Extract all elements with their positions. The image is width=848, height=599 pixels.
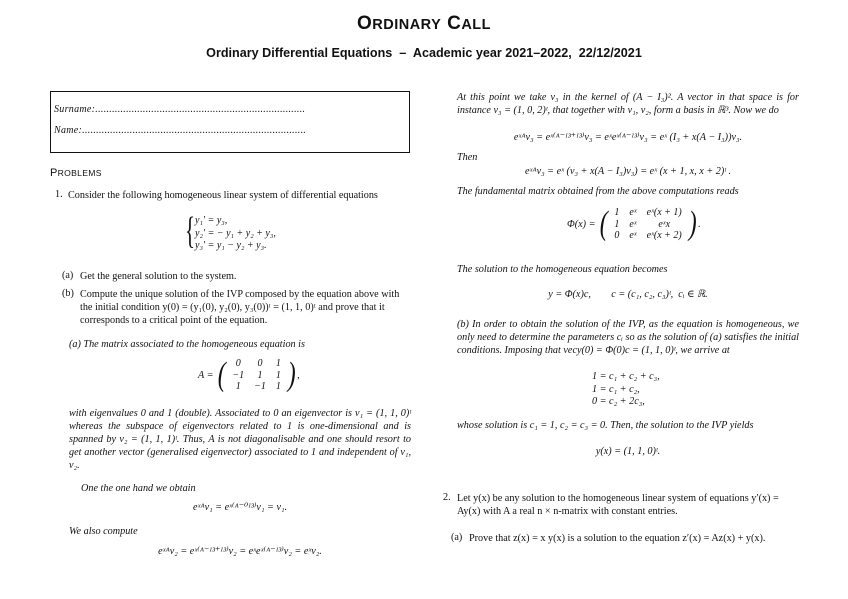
student-info-box bbox=[50, 91, 410, 153]
equation-v3b: eˣᴬv₃ = eˣ (v₃ + x(A − I₃)v₃) = eˣ (x + 1, x, x + 2)ᵗ . bbox=[524, 166, 732, 177]
matrix-A-cell: 1 bbox=[257, 369, 263, 381]
equation-v1: eˣᴬv₁ = eˣ⁽ᴬ⁻⁰ᴵ³⁾v₁ = v₁. bbox=[192, 502, 288, 513]
surname-field[interactable]: Surname:........................................................................... bbox=[54, 104, 306, 115]
page-subtitle: Ordinary Differential Equations – Academic year 2021–2022, 22/12/2021 bbox=[206, 46, 642, 60]
matrix-A-cell: −1 bbox=[232, 369, 245, 381]
matrix-phi-cell: 1 bbox=[614, 218, 620, 230]
section-heading: PROBLEMS bbox=[50, 167, 102, 179]
solution-b: (b) In order to obtain the solution of the IVP, as the equation is homogeneous, we only need to determine the parameters cᵢ so as the solution of (a) satisfies the initial conditions. Imposing that vecy(0) = Φ(0)c = (1, 1, 0)ᵗ, we arrive at bbox=[457, 319, 799, 356]
problem-1-part-b: (b) Compute the unique solution of the IVP composed by the equation above with the initial condition y(0) = (y₁(0), y₂(0), y₃(0))ᵗ = (1, 1, 0)ᵗ and prove that it corresponds to a critical point of the equation. bbox=[62, 288, 400, 326]
right-intro: At this point we take v₃ in the kernel of (A − I₃)². A vector in that space is for instance v₃ = (1, 0, 2)ᵗ, that together with v₁, v₂, form a basis in ℝ³. Now we do bbox=[457, 92, 799, 116]
problem-2-part-a: (a) Prove that z(x) = x y(x) is a solution to the equation z′(x) = Az(x) + y(x). bbox=[451, 532, 766, 544]
system-c: 1 = c₁ + c₂ + c₃, 1 = c₁ + c₂, 0 = c₂ + 2c₃, bbox=[592, 371, 660, 407]
solution-a-intro: (a) The matrix associated to the homogeneous equation is bbox=[69, 339, 305, 350]
matrix-A-cell: 0 bbox=[257, 358, 263, 369]
matrix-phi-cell: eˣx bbox=[658, 218, 671, 230]
matrix-phi-cell: 0 bbox=[614, 230, 620, 241]
one-hand-text: One the one hand we obtain bbox=[81, 483, 196, 494]
solution-eigen: with eigenvalues 0 and 1 (double). Associated to 0 an eigenvector is v₁ = (1, 1, 0)ᵗ whereas the subspace of eigenvectors related to 1 is one-dimensional and is spanned by v₂ = (1, 1, 1)ᵗ. Thus, A is not diagonalisable and one should resort to get another vector (generalised eigenvector) associated to 1 and independent of v₁, v₂. bbox=[69, 408, 411, 471]
problem-1: 1. Consider the following homogeneous linear system of differential equations bbox=[55, 189, 378, 201]
matrix-A: A = ( 0 0 1 −1 1 1 1 −1 1 ) , bbox=[198, 356, 300, 394]
equation-y: y = Φ(x)c, c = (c₁, c₂, c₃)ᵗ, cᵢ ∈ ℝ. bbox=[548, 289, 708, 300]
problem-1-part-a: (a) Get the general solution to the system. bbox=[62, 270, 237, 282]
equation-v2: eˣᴬv₂ = eˣ⁽ᴬ⁻ᴵ³⁺ᴵ³⁾v₂ = eˣeˣ⁽ᴬ⁻ᴵ³⁾v₂ = eˣv₂. bbox=[158, 546, 322, 557]
whose-text: whose solution is c₁ = 1, c₂ = c₃ = 0. Then, the solution to the IVP yields bbox=[457, 420, 754, 431]
matrix-A-cell: 1 bbox=[275, 381, 281, 392]
matrix-phi: Φ(x) = ( 1 eˣ eˣ(x + 1) 1 eˣ eˣx 0 eˣ eˣ(x + 2) ) . bbox=[567, 205, 701, 243]
solution-hom-text: The solution to the homogeneous equation becomes bbox=[457, 264, 668, 275]
page-title: ORDINARY CALL bbox=[356, 13, 491, 34]
matrix-phi-cell: eˣ bbox=[629, 218, 637, 230]
matrix-phi-cell: eˣ(x + 1) bbox=[646, 207, 682, 218]
equation-v3a: eˣᴬv₃ = eˣ⁽ᴬ⁻ᴵ³⁺ᴵ³⁾v₃ = eˣeˣ⁽ᴬ⁻ᴵ³⁾v₃ = eˣ (I₃ + x(A − I₃))v₃. bbox=[513, 132, 743, 143]
fundamental-intro: The fundamental matrix obtained from the above computations reads bbox=[457, 186, 739, 197]
matrix-phi-cell: eˣ bbox=[629, 230, 637, 241]
system-equations: { y₁′ = y₃, y₂′ = − y₁ + y₂ + y₃, y₃′ = y₁ − y₂ + y₃. bbox=[185, 210, 276, 252]
problem-2: 2. Let y(x) be any solution to the homogeneous linear system of equations y′(x) = Ay(x) with A a real n × n-matrix with constant entries. bbox=[443, 492, 779, 517]
also-text: We also compute bbox=[69, 526, 138, 537]
matrix-A-cell: 0 bbox=[235, 358, 241, 369]
matrix-phi-cell: eˣ(x + 2) bbox=[646, 230, 682, 241]
name-field[interactable]: Name:................................................................................ bbox=[54, 125, 307, 136]
matrix-phi-cell: eˣ bbox=[629, 207, 637, 218]
equation-final: y(x) = (1, 1, 0)ᵗ. bbox=[595, 446, 661, 457]
then-text: Then bbox=[457, 152, 478, 163]
matrix-A-cell: 1 bbox=[275, 358, 281, 369]
matrix-A-cell: 1 bbox=[235, 381, 241, 392]
matrix-A-cell: −1 bbox=[254, 381, 266, 392]
matrix-A-cell: 1 bbox=[275, 369, 281, 381]
matrix-phi-cell: 1 bbox=[614, 207, 620, 218]
